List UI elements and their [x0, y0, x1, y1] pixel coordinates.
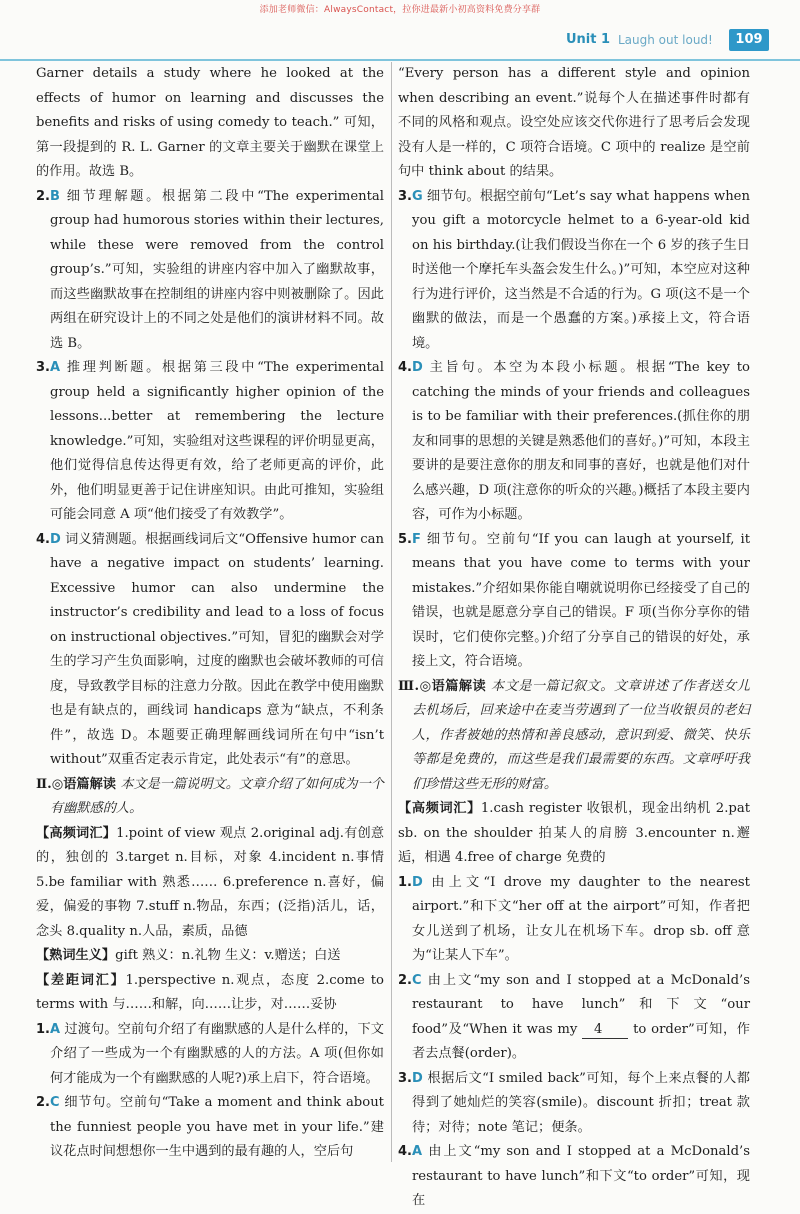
- answer-letter: A: [49, 1021, 61, 1037]
- answer-letter: D: [49, 531, 61, 547]
- vocab-label: 【高频词汇】: [398, 801, 481, 816]
- answer-explanation: 细节句。空前句“If you can laugh at yourself, it means that you have come to terms with your mistakes.”介绍如果你能自嘲就说明你已经接受了自己的错误，也就是愿意分享自己的错误。F 项(当你分享你的错误时，它们使你完整。)介绍了分享自己的错误的好处，承接上文，符合语境。: [412, 531, 750, 669]
- answer-explanation: 根据后文“I smiled back”可知，每个上来点餐的人都得到了她灿烂的笑容(smile)。discount 折扣；treat 款待；对待；note 笔记；便条。: [412, 1070, 750, 1135]
- vocab-gap: [36, 969, 384, 1018]
- section-reading-2: [36, 773, 384, 822]
- answer-letter: A: [49, 360, 61, 375]
- answer-item-2b: [36, 1091, 384, 1165]
- answer-item-2: [36, 185, 384, 357]
- item-number: 4.: [398, 1144, 412, 1159]
- left-column: [36, 62, 384, 1165]
- item-number: 2.: [36, 188, 50, 204]
- answer-explanation: 词义猜测题。根据画线词后文“Offensive humor can have a negative impact on students’ learning. Excessive humor can also undermine the instructor’s credibility and lead to a loss of focus on instructional objectives.”可知，冒犯的幽默会对学生的学习产生负面影响，过度的幽默也会破坏教师的可信度，导致教学目标的注意力分散。因此在教学中使用幽默也是有缺点的，画线词 handicaps 意为“缺点，不利条件”，故选 D。本题要正确理解画线词所在句中“isn’t without”双重否定表示肯定，此处表示“有”的意思。: [50, 531, 384, 767]
- answer-letter: D: [411, 360, 423, 375]
- answer-explanation: 推理判断题。根据第三段中“The experimental group held a significantly higher opinion of the lessons...better at remembering the lecture knowledge.”可知，实验组对这些课程的评价明显更高，他们觉得信息传达得更有效，给了老师更高的评价，此外，他们明显更善于记住讲座知识。由此可推知，实验组可能会同意 A 项“他们接受了有效教学”。: [50, 360, 384, 522]
- blank-number: 4: [582, 1022, 628, 1039]
- answer-letter: F: [411, 531, 421, 547]
- vocab-label: 【差距词汇】: [36, 972, 126, 988]
- answer-item-3b: [398, 185, 750, 357]
- answer-letter: D: [411, 874, 423, 890]
- item-number: 4.: [36, 531, 50, 547]
- unit-subtitle: Laugh out loud!: [618, 33, 713, 47]
- answer-explanation: 细节理解题。根据第二段中“The experimental group had humorous stories within their lectures, while these were removed from the control group’s.”可知，实验组的讲座内容中加入了幽默故事，而这些幽默故事在控制组的讲座内容中则被删除了。因此两组在研究设计上的不同之处是他们的演讲材料不同。故选 B。: [50, 188, 385, 351]
- answer-item-c4: [398, 1140, 750, 1214]
- item-number: 3.: [398, 188, 412, 204]
- section-label: Ⅲ.◎语篇解读: [398, 678, 487, 694]
- vocab-text: gift 熟义：n.礼物 生义：v.赠送；白送: [115, 948, 341, 963]
- vocab-text: 1.perspective n.观点，态度 2.come to terms with 与……和解，向……让步，对……妥协: [36, 972, 385, 1012]
- answer-item-c2: [398, 969, 750, 1067]
- answer-explanation: 细节句。根据空前句“Let’s say what happens when you gift a motorcycle helmet to a 6-year-old kid on his birthday.(让我们假设当你在一个 6 岁的孩子生日时送他一个摩托车头盔会发生什么。)”可知，本空应对这种行为进行评价，这当然是不合适的行为。G 项(这不是一个幽默的做法，而是一个愚蠢的方案。)承接上文，符合语境。: [412, 188, 750, 351]
- answer-letter: B: [49, 188, 60, 204]
- vocab-label: 【高频词汇】: [36, 825, 117, 841]
- section-summary: 本文是一篇说明文。文章介绍了如何成为一个有幽默感的人。: [50, 776, 384, 816]
- answer-item-1: [36, 1018, 384, 1092]
- answer-letter: D: [411, 1070, 423, 1086]
- item-number: 2.: [398, 972, 412, 988]
- vocab-high-frequency: [36, 822, 384, 945]
- right-column: [398, 62, 750, 1214]
- answer-explanation: 由上文“my son and I stopped at a McDonald’s restaurant to have lunch”和下文“to order”可知，现在: [412, 1144, 750, 1208]
- vocab-label: 【熟词生义】: [36, 948, 116, 963]
- answer-item-4b: [398, 356, 750, 528]
- answer-item-c1: [398, 871, 750, 969]
- answer-item-c3: [398, 1067, 750, 1141]
- item-number: 3.: [36, 360, 50, 375]
- top-note: 添加老师微信：AlwaysContact，拉你进最新小初高资料免费分享群: [259, 5, 541, 15]
- vocab-text: 1.point of view 观点 2.original adj.有创意的，独创的 3.target n.目标，对象 4.incident n.事情 5.be familiar with 熟悉…… 6.preference n.喜好，偏爱，偏爱的事物 7.stuff n.物品，东西；(泛指)活儿，话，念头 8.quality n.人品，素质，品德: [36, 825, 385, 939]
- answer-item-4: [36, 528, 384, 773]
- page-number: 109: [729, 29, 769, 51]
- section-label: Ⅱ.◎语篇解读: [36, 776, 116, 792]
- unit-label: Unit 1: [566, 32, 611, 47]
- answer-explanation: 过渡句。空前句介绍了有幽默感的人是什么样的，下文介绍了一些成为一个有幽默感的人的方法。A 项(但你如何才能成为一个有幽默感的人呢?)承上启下，符合语境。: [50, 1021, 384, 1086]
- section-reading-3: [398, 675, 750, 798]
- answer-item-5: [398, 528, 750, 675]
- answer-letter: G: [411, 188, 423, 204]
- answer-letter: C: [411, 972, 422, 988]
- paragraph: “Every person has a different style and opinion when describing an event.”说每个人在描述事件时都有不同的风格和观点。设空处应该交代你进行了思考后会发现没有人是一样的，C 项符合语境。C 项中的 realize 是空前句中 think about 的结果。: [398, 66, 750, 179]
- answer-explanation: 由上文“I drove my daughter to the nearest airport.”和下文“her off at the airport”可知，作者把女儿送到了机场，让女儿在机场下车。drop sb. off 意为“让某人下车”。: [412, 874, 750, 963]
- answer-letter: C: [49, 1095, 60, 1110]
- item-number: 1.: [398, 874, 412, 890]
- vocab-text: 1.cash register 收银机，现金出纳机 2.pat sb. on the shoulder 拍某人的肩膀 3.encounter n.邂逅，相遇 4.free of charge 免费的: [398, 801, 750, 865]
- column-divider: [391, 62, 392, 1162]
- vocab-high-frequency: [398, 797, 750, 871]
- header-rule: [0, 59, 800, 61]
- answer-explanation: 由上文“my son and I stopped at a McDonald’s restaurant to have lunch”和下文“our food”及“When it was my: [412, 972, 750, 1037]
- vocab-familiar-new-meaning: [36, 944, 384, 969]
- answer-letter: A: [411, 1144, 423, 1159]
- section-summary: 本文是一篇记叙文。文章讲述了作者送女儿去机场后，回来途中在麦当劳遇到了一位当收银员的老妇人，作者被她的热情和善良感动，意识到爱、微笑、快乐等都是免费的，而这些是我们最需要的东西。文章呼吁我们珍惜这些无形的财富。: [412, 678, 750, 792]
- answer-item-3: [36, 356, 384, 528]
- answer-explanation: 主旨句。本空为本段小标题。根据“The key to catching the minds of your friends and colleagues is to be familiar with their preferences.(抓住你的朋友和同事的思想的关键是熟悉他们的喜好。)”可知，本段主要讲的是要注意你的朋友和同事的喜好，也就是他们对什么感兴趣，D 项(注意你的听众的兴趣。)概括了本段主要内容，可作为小标题。: [412, 360, 750, 522]
- answer-explanation-cont: to order”可知，作者去点餐(order)。: [412, 1021, 750, 1061]
- item-number: 5.: [398, 531, 412, 547]
- answer-explanation: 细节句。空前句“Take a moment and think about the funniest people you have met in your life.”建议花点时间想想你一生中遇到的最有趣的人，空后句: [50, 1095, 384, 1159]
- paragraph: Garner details a study where he looked at the effects of humor on learning and discusses the benefits and risks of using comedy to teach.” 可知，第一段提到的 R. L. Garner 的文章主要关于幽默在课堂上的作用。故选 B。: [36, 66, 384, 179]
- item-number: 2.: [36, 1095, 50, 1110]
- item-number: 3.: [398, 1070, 412, 1086]
- page-header: [0, 28, 800, 60]
- item-number: 4.: [398, 360, 412, 375]
- item-number: 1.: [36, 1021, 50, 1037]
